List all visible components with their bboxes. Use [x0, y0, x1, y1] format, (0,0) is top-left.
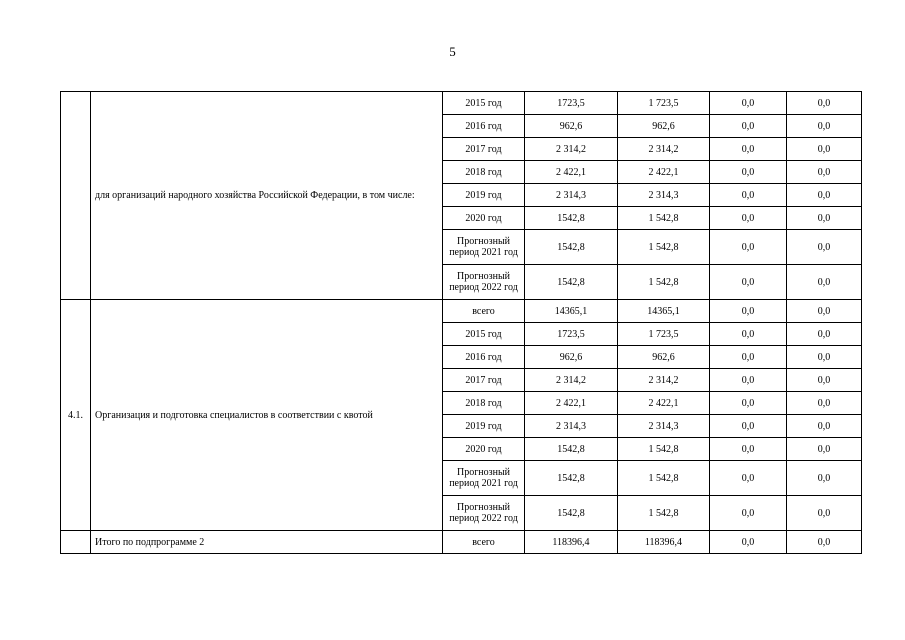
value-cell-federal: 2 314,3 [618, 415, 710, 438]
table-row [61, 92, 862, 115]
value-cell-regional: 0,0 [710, 531, 787, 554]
value-cell-federal: 2 314,2 [618, 138, 710, 161]
value-cell-total: 1723,5 [525, 92, 618, 115]
period-cell: 2017 год [443, 138, 525, 161]
period-cell: 2020 год [443, 438, 525, 461]
value-cell-other: 0,0 [787, 138, 862, 161]
period-cell: 2016 год [443, 346, 525, 369]
period-cell: 2015 год [443, 92, 525, 115]
value-cell-total: 1542,8 [525, 230, 618, 265]
value-cell-total: 962,6 [525, 115, 618, 138]
value-cell-total: 1542,8 [525, 496, 618, 531]
period-cell: 2017 год [443, 369, 525, 392]
value-cell-other: 0,0 [787, 438, 862, 461]
value-cell-total: 1542,8 [525, 207, 618, 230]
value-cell-total: 1542,8 [525, 461, 618, 496]
value-cell-federal: 1 542,8 [618, 461, 710, 496]
period-cell: 2018 год [443, 392, 525, 415]
row-index [61, 531, 91, 554]
value-cell-regional: 0,0 [710, 392, 787, 415]
value-cell-other: 0,0 [787, 531, 862, 554]
value-cell-other: 0,0 [787, 230, 862, 265]
value-cell-federal: 2 314,2 [618, 369, 710, 392]
row-index [61, 92, 91, 300]
period-cell: 2018 год [443, 161, 525, 184]
period-cell: 2020 год [443, 207, 525, 230]
value-cell-total: 962,6 [525, 346, 618, 369]
value-cell-regional: 0,0 [710, 92, 787, 115]
value-cell-total: 2 314,3 [525, 415, 618, 438]
value-cell-regional: 0,0 [710, 265, 787, 300]
period-cell: Прогнозный период 2022 год [443, 265, 525, 300]
value-cell-regional: 0,0 [710, 161, 787, 184]
value-cell-total: 118396,4 [525, 531, 618, 554]
value-cell-other: 0,0 [787, 115, 862, 138]
value-cell-other: 0,0 [787, 346, 862, 369]
value-cell-other: 0,0 [787, 300, 862, 323]
period-cell: Прогнозный период 2021 год [443, 461, 525, 496]
value-cell-federal: 118396,4 [618, 531, 710, 554]
value-cell-regional: 0,0 [710, 300, 787, 323]
value-cell-total: 1542,8 [525, 438, 618, 461]
period-cell: Прогнозный период 2022 год [443, 496, 525, 531]
value-cell-federal: 2 422,1 [618, 392, 710, 415]
value-cell-federal: 1 542,8 [618, 207, 710, 230]
row-name: Организация и подготовка специалистов в соответствии с квотой [91, 300, 443, 531]
value-cell-federal: 1 542,8 [618, 438, 710, 461]
page-number: 5 [449, 44, 456, 59]
value-cell-other: 0,0 [787, 369, 862, 392]
table-row [61, 531, 862, 554]
value-cell-regional: 0,0 [710, 415, 787, 438]
value-cell-other: 0,0 [787, 265, 862, 300]
value-cell-other: 0,0 [787, 496, 862, 531]
period-cell: Прогнозный период 2021 год [443, 230, 525, 265]
value-cell-other: 0,0 [787, 161, 862, 184]
value-cell-other: 0,0 [787, 184, 862, 207]
value-cell-federal: 1 542,8 [618, 496, 710, 531]
value-cell-regional: 0,0 [710, 323, 787, 346]
value-cell-regional: 0,0 [710, 184, 787, 207]
value-cell-total: 14365,1 [525, 300, 618, 323]
value-cell-federal: 2 314,3 [618, 184, 710, 207]
value-cell-regional: 0,0 [710, 496, 787, 531]
value-cell-other: 0,0 [787, 323, 862, 346]
row-name: для организаций народного хозяйства Российской Федерации, в том числе: [91, 92, 443, 300]
value-cell-other: 0,0 [787, 92, 862, 115]
period-cell: всего [443, 531, 525, 554]
value-cell-regional: 0,0 [710, 461, 787, 496]
value-cell-other: 0,0 [787, 207, 862, 230]
value-cell-total: 1542,8 [525, 265, 618, 300]
row-name: Итого по подпрограмме 2 [91, 531, 443, 554]
period-cell: 2019 год [443, 415, 525, 438]
value-cell-other: 0,0 [787, 415, 862, 438]
value-cell-regional: 0,0 [710, 438, 787, 461]
value-cell-other: 0,0 [787, 461, 862, 496]
period-cell: 2019 год [443, 184, 525, 207]
value-cell-federal: 962,6 [618, 346, 710, 369]
value-cell-regional: 0,0 [710, 230, 787, 265]
period-cell: всего [443, 300, 525, 323]
value-cell-regional: 0,0 [710, 115, 787, 138]
value-cell-total: 2 314,3 [525, 184, 618, 207]
row-index: 4.1. [61, 300, 91, 531]
period-cell: 2016 год [443, 115, 525, 138]
value-cell-other: 0,0 [787, 392, 862, 415]
value-cell-total: 2 422,1 [525, 161, 618, 184]
value-cell-total: 2 314,2 [525, 369, 618, 392]
budget-table [60, 91, 862, 554]
value-cell-regional: 0,0 [710, 369, 787, 392]
value-cell-regional: 0,0 [710, 346, 787, 369]
period-cell: 2015 год [443, 323, 525, 346]
value-cell-total: 2 422,1 [525, 392, 618, 415]
value-cell-federal: 2 422,1 [618, 161, 710, 184]
value-cell-federal: 1 542,8 [618, 265, 710, 300]
value-cell-total: 1723,5 [525, 323, 618, 346]
table-row [61, 300, 862, 323]
value-cell-federal: 1 723,5 [618, 323, 710, 346]
value-cell-regional: 0,0 [710, 138, 787, 161]
value-cell-total: 2 314,2 [525, 138, 618, 161]
value-cell-federal: 14365,1 [618, 300, 710, 323]
value-cell-federal: 1 542,8 [618, 230, 710, 265]
value-cell-federal: 1 723,5 [618, 92, 710, 115]
value-cell-regional: 0,0 [710, 207, 787, 230]
value-cell-federal: 962,6 [618, 115, 710, 138]
